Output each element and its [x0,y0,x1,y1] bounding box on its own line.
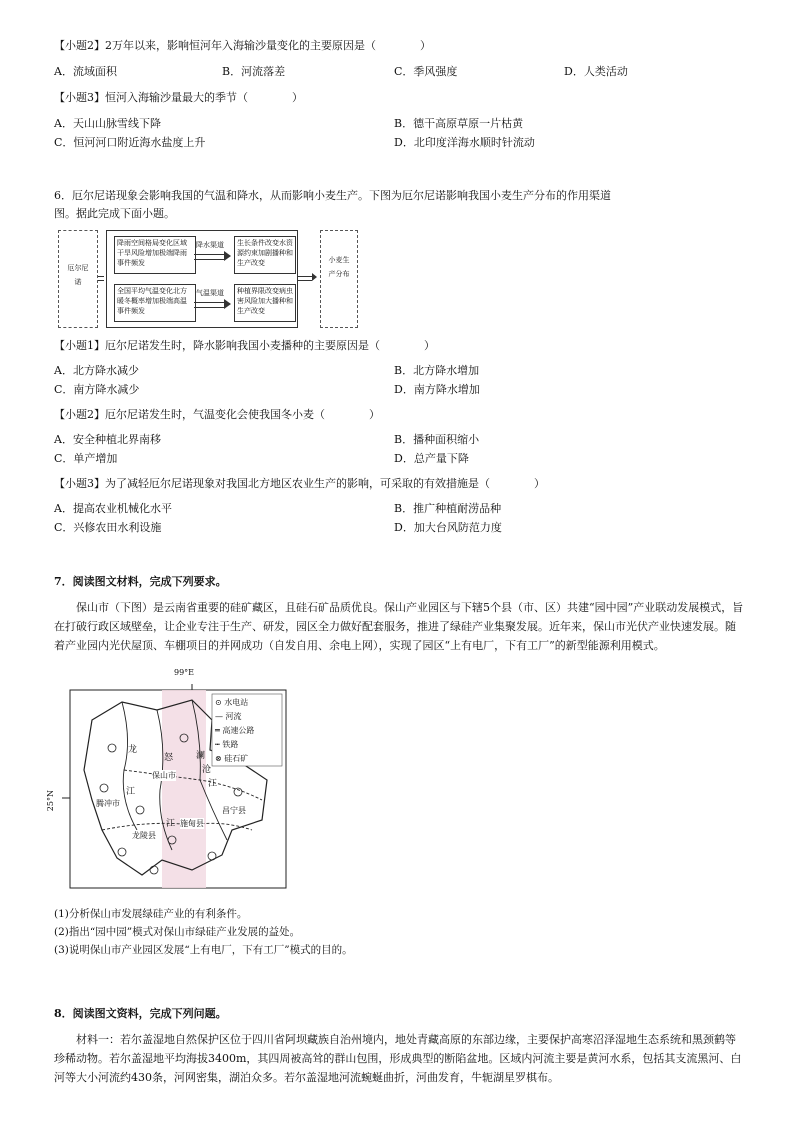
q7-question-1: (1)分析保山市发展绿硅产业的有利条件。 [54,908,248,920]
map-longitude-label: 99°E [174,668,195,677]
q7-material-paragraph: 保山市（下图）是云南省重要的硅矿藏区，且硅石矿品质优良。保山产业园区与下辖5个县（市、区）共建“园中园”产业联动发展模式，旨在打破行政区域壁垒，让企业专注于生产、研发，园区全力做好配套服务，推进了绿硅产业集聚发展。近年来，保山市光伏产业快速发展。随着产业园内光伏屋顶、车棚项目的并网成功（自发自用、余电上网），实现了园区“上有电厂，下有工厂”的新型能源利用模式。 [54,601,744,652]
diagram-arrowhead-2 [224,299,231,309]
q5-sub3-stem: 【小题3】恒河入海输沙量最大的季节（ ） [54,91,303,104]
diagram-growth-text: 生长条件改变水资源约束加剧播种和生产改变 [237,239,293,267]
q5-sub3-option-a[interactable]: A．天山山脉雪线下降 [54,117,161,130]
legend-item-hydropower: ⊙ 水电站 [215,698,249,707]
map-river-char-2: 江 [126,787,136,797]
q6-sub2-option-c[interactable]: C．单产增加 [54,452,118,465]
q5-sub3-option-d[interactable]: D．北印度洋海水顺时针流动 [394,136,535,149]
diagram-arrow-right [298,276,312,281]
q6-sub3-option-c[interactable]: C．兴修农田水利设施 [54,521,162,534]
q7-question-2: (2)指出“园中园”模式对保山市绿硅产业发展的益处。 [54,926,301,938]
q5-sub2-option-a[interactable]: A．流域面积 [54,65,117,78]
q8-material-paragraph: 材料一：若尔盖湿地自然保护区位于四川省阿坝藏族自治州境内，地处青藏高原的东部边缘，主要保护高寒沼泽湿地生态系统和黑颈鹤等珍稀动物。若尔盖湿地平均海拔3400m，其四周被高耸的群山包围，形成典型的断陷盆地。区域内河流主要是黄河水系，包括其支流黑河、白河等大小河流约430条，河网密集，湖泊众多。若尔盖湿地河流蜿蜒曲折，河曲发育，牛轭湖星罗棋布。 [54,1033,742,1084]
legend-item-highway: ═ 高速公路 [215,726,255,735]
diagram-planting-text: 种植界限改变病虫害风险加大播种和生产改变 [237,287,293,315]
q6-sub3-option-d[interactable]: D．加大台风防范力度 [394,521,502,534]
q7-title: 7．阅读图文材料，完成下列要求。 [54,575,227,588]
diagram-precip-channel-label: 降水渠道 [196,241,224,249]
q5-sub2-stem: 【小题2】2万年以来，影响恒河年入海输沙量变化的主要原因是（ ） [54,39,431,52]
q6-sub3-stem: 【小题3】为了减轻厄尔尼诺现象对我国北方地区农业生产的影响，可采取的有效措施是（ ） [54,477,545,490]
q6-sub1-option-b[interactable]: B．北方降水增加 [394,364,480,377]
q6-sub2-option-a[interactable]: A．安全种植北界南移 [54,433,161,446]
q5-sub2-option-c[interactable]: C．季风强度 [394,65,458,78]
map-place-tengchong: 腾冲市 [96,799,120,808]
diagram-precip-cause-text: 降雨空间格局变化区域干旱风险增加极端降雨事件频发 [117,239,187,267]
q6-sub2-option-b[interactable]: B．播种面积缩小 [394,433,480,446]
q6-sub1-stem: 【小题1】厄尔尼诺发生时，降水影响我国小麦播种的主要原因是（ ） [54,339,435,352]
diagram-temp-cause-box [114,284,196,322]
q7-question-3: (3)说明保山市产业园区发展“上有电厂，下有工厂”模式的目的。 [54,944,353,956]
map-river-char-7: 江 [208,779,218,789]
map-place-baoshan: 保山市 [152,771,176,780]
q5-sub2-option-b[interactable]: B．河流落差 [222,65,286,78]
map-place-changning: 昌宁县 [222,806,246,815]
q6-sub1-option-c[interactable]: C．南方降水减少 [54,383,140,396]
q6-intro-line-1: 6．厄尔尼诺现象会影响我国的气温和降水，从而影响小麦生产。下图为厄尔尼诺影响我国小麦生产分布的作用渠道 [54,189,611,202]
q6-sub1-option-d[interactable]: D．南方降水增加 [394,383,480,396]
diagram-temp-cause-text: 全国平均气温变化北方暖冬概率增加极端高温事件频发 [117,287,187,315]
baoshan-map [46,668,294,890]
map-latitude-label: 25°N [46,790,55,812]
baoshan-map-svg [62,680,294,890]
diagram-arrow-1 [194,254,224,260]
q6-sub1-option-a[interactable]: A．北方降水减少 [54,364,139,377]
diagram-growth-box [234,236,296,274]
elnino-channel-diagram [58,230,358,328]
diagram-arrow-2 [194,302,224,308]
q8-title: 8．阅读图文资料，完成下列问题。 [54,1007,227,1020]
map-river-char-4: 江 [166,819,176,829]
diagram-wheat-label: 小麦生产分布 [328,256,350,278]
map-river-char-6: 沧 [202,765,212,775]
legend-item-silica-mine: ⊗ 硅石矿 [215,754,249,763]
q6-sub2-option-d[interactable]: D．总产量下降 [394,452,469,465]
map-river-char-5: 澜 [196,751,206,761]
diagram-temp-channel-label: 气温渠道 [196,289,224,297]
diagram-arrowhead-right [312,273,317,281]
diagram-elnino-box [58,230,98,328]
map-river-char-1: 龙 [128,745,138,755]
diagram-arrow-left [98,276,104,281]
diagram-arrowhead-1 [224,251,231,261]
q5-sub2-option-d[interactable]: D．人类活动 [564,65,628,78]
diagram-elnino-label: 厄尔尼诺 [67,264,89,286]
map-river-char-3: 怒 [164,753,174,763]
map-place-shidian: 施甸县 [180,819,204,828]
q5-sub3-option-c[interactable]: C．恒河河口附近海水盐度上升 [54,136,206,149]
diagram-precip-cause-box [114,236,196,274]
diagram-planting-box [234,284,296,322]
map-legend [215,696,254,766]
q5-sub3-option-b[interactable]: B．德干高原草原一片枯黄 [394,117,524,130]
diagram-wheat-box [320,230,358,328]
map-place-longling: 龙陵县 [132,831,156,840]
q6-sub2-stem: 【小题2】厄尔尼诺发生时，气温变化会使我国冬小麦（ ） [54,408,380,421]
legend-item-railway: ┅ 铁路 [215,740,239,749]
q6-sub3-option-b[interactable]: B．推广种植耐涝品种 [394,502,502,515]
q6-sub3-option-a[interactable]: A．提高农业机械化水平 [54,502,172,515]
q6-intro-line-2: 图。据此完成下面小题。 [54,207,175,220]
legend-item-river: — 河流 [215,712,242,721]
